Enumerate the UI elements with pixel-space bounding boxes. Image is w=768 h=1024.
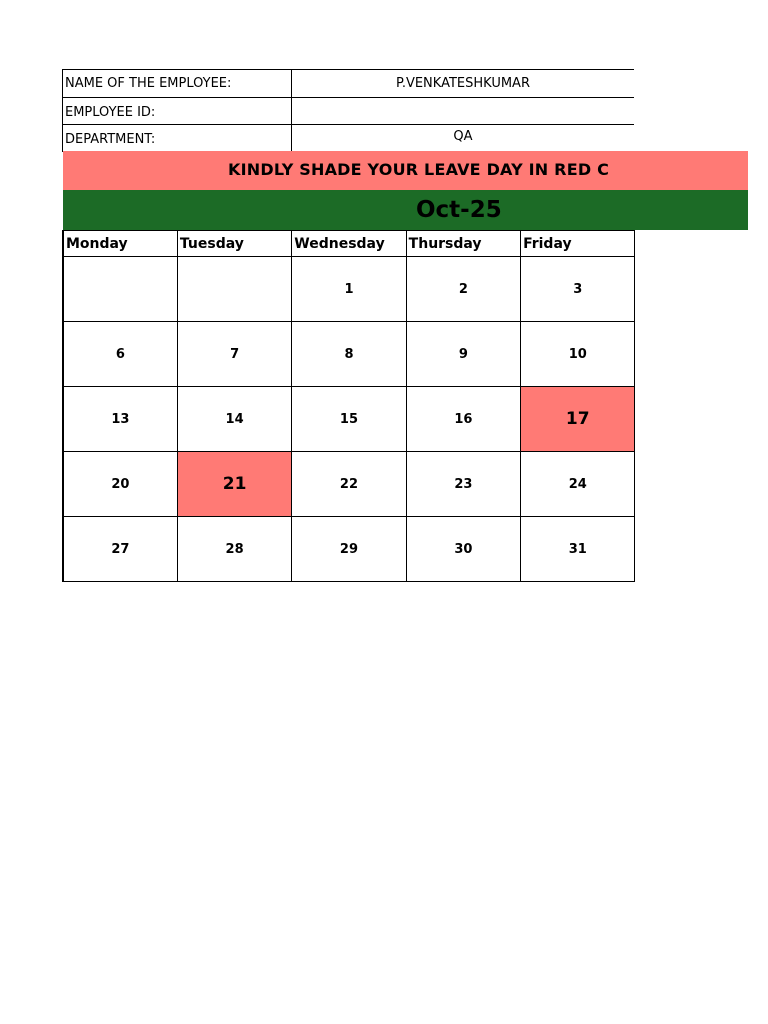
department-cell[interactable]: QA <box>292 125 635 152</box>
day-cell[interactable]: 10 <box>521 322 635 387</box>
day-cell[interactable]: 8 <box>292 322 406 387</box>
calendar-week-row <box>63 257 635 322</box>
day-cell[interactable]: 14 <box>177 387 291 452</box>
day-cell[interactable]: 3 <box>521 257 635 322</box>
weekday-header: Thursday <box>406 231 520 257</box>
day-cell[interactable]: 6 <box>63 322 177 387</box>
weekday-header-row <box>63 231 635 257</box>
employee-id-cell[interactable] <box>292 98 635 125</box>
day-cell[interactable]: 24 <box>521 452 635 517</box>
employee-info-table <box>62 69 634 152</box>
day-cell[interactable] <box>63 257 177 322</box>
day-cell[interactable]: 13 <box>63 387 177 452</box>
day-cell[interactable]: 20 <box>63 452 177 517</box>
day-cell[interactable]: 2 <box>406 257 520 322</box>
calendar-week-row <box>63 452 635 517</box>
day-cell[interactable]: 16 <box>406 387 520 452</box>
weekday-header: Monday <box>63 231 177 257</box>
day-cell[interactable]: 22 <box>292 452 406 517</box>
day-cell[interactable]: 30 <box>406 517 520 582</box>
leave-calendar <box>62 230 635 582</box>
day-cell[interactable]: 28 <box>177 517 291 582</box>
leave-day-cell[interactable]: 21 <box>177 452 291 517</box>
day-cell[interactable]: 15 <box>292 387 406 452</box>
day-cell[interactable]: 23 <box>406 452 520 517</box>
day-cell[interactable]: 1 <box>292 257 406 322</box>
instruction-banner <box>63 151 748 190</box>
day-cell[interactable]: 29 <box>292 517 406 582</box>
weekday-header: Friday <box>521 231 635 257</box>
calendar-week-row <box>63 517 635 582</box>
day-cell[interactable] <box>177 257 291 322</box>
calendar-week-row <box>63 322 635 387</box>
day-cell[interactable]: 31 <box>521 517 635 582</box>
month-header <box>63 190 748 230</box>
day-cell[interactable]: 7 <box>177 322 291 387</box>
instruction-text: KINDLY SHADE YOUR LEAVE DAY IN RED C <box>228 160 610 179</box>
day-cell[interactable]: 27 <box>63 517 177 582</box>
employee-id-label: EMPLOYEE ID: <box>63 98 292 125</box>
employee-name-cell[interactable]: P.VENKATESHKUMAR <box>292 70 635 98</box>
employee-name-label: NAME OF THE EMPLOYEE: <box>63 70 292 98</box>
weekday-header: Tuesday <box>177 231 291 257</box>
month-label: Oct-25 <box>416 197 502 223</box>
weekday-header: Wednesday <box>292 231 406 257</box>
day-cell[interactable]: 9 <box>406 322 520 387</box>
leave-day-cell[interactable]: 17 <box>521 387 635 452</box>
department-label: DEPARTMENT: <box>63 125 292 152</box>
calendar-week-row <box>63 387 635 452</box>
